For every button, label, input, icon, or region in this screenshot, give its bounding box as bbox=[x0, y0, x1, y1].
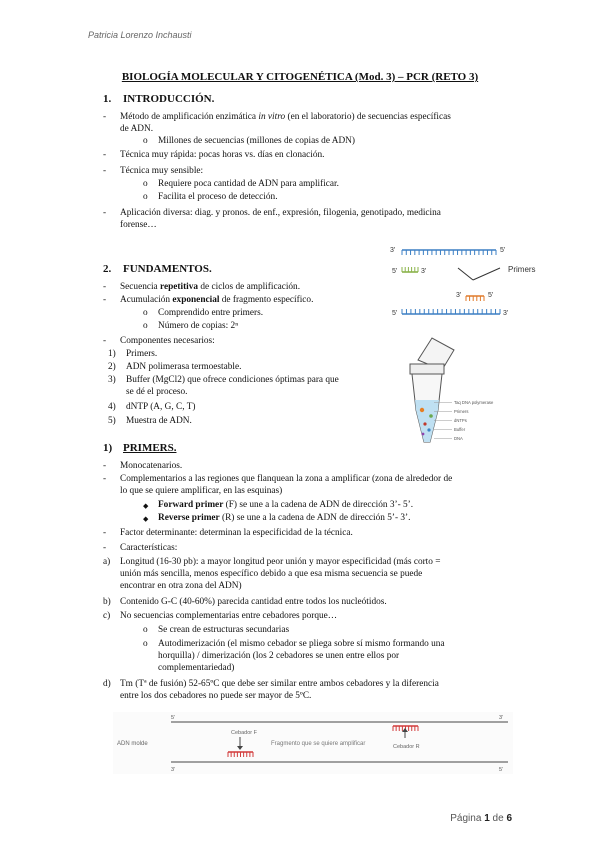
intro-line-5: o Requiere poca cantidad de ADN para amplificar. bbox=[143, 179, 339, 189]
component-3: 3) Buffer (MgCl2) que ofrece condiciones óptimas para que bbox=[108, 375, 339, 385]
dntp-dot bbox=[423, 422, 426, 425]
end-label-3-mid: 3’ bbox=[421, 268, 427, 275]
fund-line-3: o Comprendido entre primers. bbox=[143, 308, 264, 318]
pcr-tube-diagram bbox=[398, 330, 508, 450]
section-heading-fundamentos: 2. FUNDAMENTOS. bbox=[103, 263, 212, 275]
fund-line-5: - Componentes necesarios: bbox=[103, 336, 215, 346]
char-c2b: horquilla) / dimerización (los 2 cebadores se unen entre ellos por bbox=[158, 651, 400, 661]
intro-line-7b: forense… bbox=[120, 220, 157, 230]
end-label-3-bottom: 3’ bbox=[503, 310, 509, 317]
document-title: BIOLOGÍA MOLECULAR Y CITOGENÉTICA (Mod. 3) – PCR (RETO 3) bbox=[121, 71, 479, 83]
intro-line-3: - Técnica muy rápida: pocas horas vs. días en clonación. bbox=[103, 150, 325, 160]
end-label-5-mid2: 5’ bbox=[488, 292, 494, 299]
fwd-primer-label: Cebador F bbox=[231, 730, 257, 736]
intro-line-7: - Aplicación diversa: diag. y pronos. de enf., expresión, filogenia, genotipado, medicina bbox=[103, 208, 441, 218]
template-label: ADN molde bbox=[117, 741, 148, 747]
char-c: c) No secuencias complementarias entre cebadores porque… bbox=[103, 611, 338, 621]
section-heading-primers: 1) PRIMERS. bbox=[103, 442, 177, 454]
tube-label: Primers bbox=[454, 409, 469, 414]
primers-line-1: - Monocatenarios. bbox=[103, 461, 183, 471]
author-name: Patricia Lorenzo Inchausti bbox=[88, 30, 192, 40]
component-2: 2) ADN polimerasa termoestable. bbox=[108, 362, 242, 372]
tpl-end-5-bottom: 5’ bbox=[499, 767, 504, 773]
tube-label: dNTPs bbox=[454, 418, 467, 423]
tube-rim bbox=[410, 364, 444, 374]
fund-line-4: o Número de copias: 2ⁿ bbox=[143, 321, 239, 331]
char-c2: o Autodimerización (el mismo cebador se pliega sobre sí mismo formando una bbox=[143, 639, 445, 649]
primers-line-3: ◆ Forward primer (F) se une a la cadena de ADN de dirección 3’- 5’. bbox=[143, 500, 414, 510]
primer-strand-right bbox=[466, 296, 484, 301]
end-label-5-mid: 5’ bbox=[392, 268, 398, 275]
fund-line-1: - Secuencia repetitiva de ciclos de amplificación. bbox=[103, 282, 301, 292]
tube-label: Taq DNA polymerase bbox=[454, 400, 494, 405]
tpl-end-5-top: 5’ bbox=[171, 715, 176, 721]
dna-dot bbox=[427, 428, 430, 431]
char-a3: encontrar en otra zona del ADN) bbox=[120, 581, 242, 591]
page-number: Página 1 de 6 bbox=[450, 813, 512, 824]
primers-line-2b: lo que se quiere amplificar, en las esquinas) bbox=[120, 486, 283, 496]
fragment-label: Fragmento que se quiere amplificar bbox=[271, 741, 366, 747]
pointer-line-2 bbox=[473, 268, 500, 280]
template-strand-top bbox=[402, 250, 496, 255]
intro-line-1b: de ADN. bbox=[120, 124, 154, 134]
polymerase-dot bbox=[420, 408, 424, 412]
tpl-end-3-top: 3’ bbox=[499, 715, 504, 721]
end-label-5-top: 5’ bbox=[500, 247, 506, 254]
end-label-3-top: 3’ bbox=[390, 247, 396, 254]
char-a2: unión más sencilla, menos específico debido a que esa misma secuencia se puede bbox=[120, 569, 423, 579]
component-4: 4) dNTP (A, G, C, T) bbox=[108, 402, 196, 412]
primer-dot bbox=[429, 414, 433, 418]
component-5: 5) Muestra de ADN. bbox=[108, 416, 192, 426]
component-1: 1) Primers. bbox=[108, 349, 158, 359]
template-strand-bottom bbox=[402, 309, 500, 314]
template-diagram bbox=[113, 712, 513, 774]
primers-line-2: - Complementarios a las regiones que flanquean la zona a amplificar (zona de alrededor de bbox=[103, 474, 453, 484]
char-a: a) Longitud (16-30 pb): a mayor longitud peor unión y mayor especificidad (más corto = bbox=[103, 557, 441, 567]
intro-line-4: - Técnica muy sensible: bbox=[103, 166, 204, 176]
primers-line-6: - Características: bbox=[103, 543, 178, 553]
primer-strand-left bbox=[402, 267, 418, 272]
char-d: d) Tm (Tª de fusión) 52-65ºC que debe ser similar entre ambos cebadores y la diferencia bbox=[103, 679, 439, 689]
end-label-3-mid2: 3’ bbox=[456, 292, 462, 299]
intro-line-6: o Facilita el proceso de detección. bbox=[143, 192, 278, 202]
primers-line-5: - Factor determinante: determinan la especificidad de la técnica. bbox=[103, 528, 353, 538]
tpl-end-3-bottom: 3’ bbox=[171, 767, 176, 773]
char-b: b) Contenido G-C (40-60%) parecida cantidad entre todos los nucleótidos. bbox=[103, 597, 387, 607]
section-heading-intro: 1. INTRODUCCIÓN. bbox=[103, 93, 215, 105]
buffer-dot bbox=[422, 433, 425, 436]
fund-line-2: - Acumulación exponencial de fragmento específico. bbox=[103, 295, 314, 305]
tube-label: Buffer bbox=[454, 427, 466, 432]
primers-diagram bbox=[388, 240, 548, 324]
tube-labels bbox=[434, 400, 494, 441]
intro-line-2: o Millones de secuencias (millones de copias de ADN) bbox=[143, 136, 355, 146]
rev-primer-label: Cebador R bbox=[393, 744, 420, 750]
pointer-line-1 bbox=[458, 268, 473, 280]
tube-label: DNA bbox=[454, 436, 463, 441]
char-c1: o Se crean de estructuras secundarias bbox=[143, 625, 290, 635]
component-3b: se dé el proceso. bbox=[126, 387, 188, 397]
intro-line-1: - Método de amplificación enzimática in vitro (en el laboratorio) de secuencias específicas bbox=[103, 112, 451, 122]
char-c2c: complementariedad) bbox=[158, 663, 235, 673]
primers-line-4: ◆ Reverse primer (R) se une a la cadena de ADN de dirección 5’- 3’. bbox=[143, 513, 411, 523]
end-label-5-bottom: 5’ bbox=[392, 310, 398, 317]
primers-label: Primers bbox=[508, 265, 536, 274]
char-d2: entre los dos cebadores no puede ser mayor de 5ºC. bbox=[120, 691, 312, 701]
